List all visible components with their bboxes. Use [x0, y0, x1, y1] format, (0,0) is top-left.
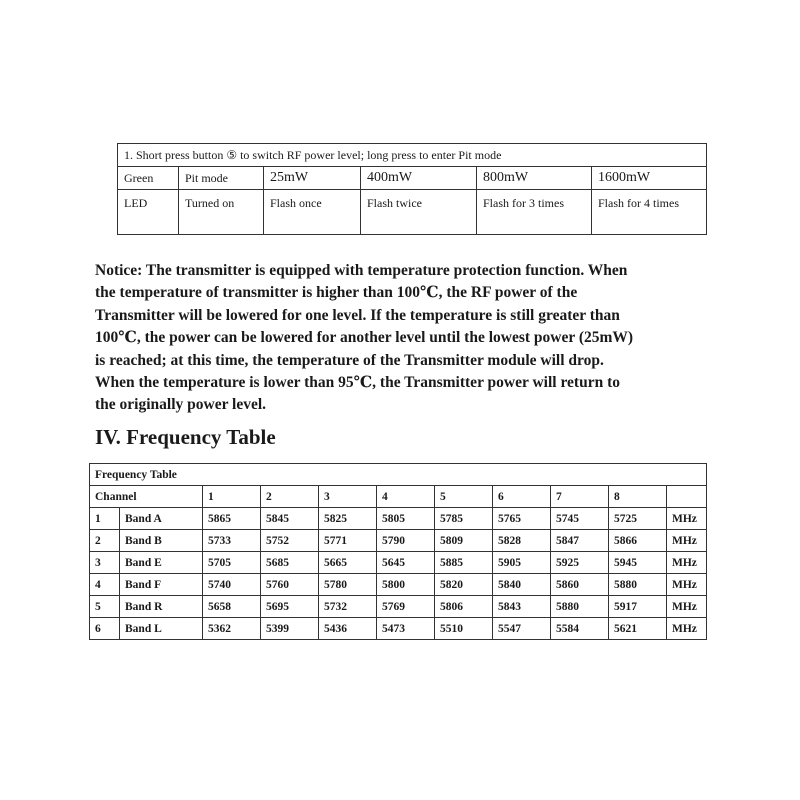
band-number: 5	[90, 596, 120, 618]
band-row	[90, 596, 707, 618]
led-color-cell: Green	[118, 167, 179, 190]
frequency-cell: 5436	[319, 618, 377, 640]
power-1600mw-cell: 1600mW	[592, 167, 707, 190]
channel-number: 2	[261, 486, 319, 508]
notice-line: is reached; at this time, the temperature of the Transmitter module will drop.	[95, 351, 604, 369]
notice-line: Transmitter will be lowered for one level. If the temperature is still greater than	[95, 306, 620, 324]
frequency-cell: 5780	[319, 574, 377, 596]
frequency-cell: 5828	[493, 530, 551, 552]
frequency-cell: 5785	[435, 508, 493, 530]
unit-cell: MHz	[667, 618, 707, 640]
frequency-cell: 5399	[261, 618, 319, 640]
frequency-cell: 5925	[551, 552, 609, 574]
frequency-cell: 5584	[551, 618, 609, 640]
channel-number: 3	[319, 486, 377, 508]
unit-cell: MHz	[667, 596, 707, 618]
frequency-cell: 5809	[435, 530, 493, 552]
frequency-cell: 5806	[435, 596, 493, 618]
power-table-header-row	[118, 144, 707, 167]
channel-number: 4	[377, 486, 435, 508]
unit-cell: MHz	[667, 530, 707, 552]
frequency-cell: 5771	[319, 530, 377, 552]
led-label-cell: LED	[118, 190, 179, 235]
led-state-row	[118, 190, 707, 235]
frequency-cell: 5800	[377, 574, 435, 596]
frequency-cell: 5733	[203, 530, 261, 552]
led-state-25mw-cell: Flash once	[264, 190, 361, 235]
frequency-cell: 5752	[261, 530, 319, 552]
notice-line: 100℃, the power can be lowered for another level until the lowest power (25mW)	[95, 329, 634, 347]
band-name: Band A	[120, 508, 203, 530]
section-title: IV. Frequency Table	[95, 425, 276, 449]
led-state-1600mw-cell: Flash for 4 times	[592, 190, 707, 235]
frequency-cell: 5885	[435, 552, 493, 574]
channel-number: 1	[203, 486, 261, 508]
power-800mw-cell: 800mW	[477, 167, 592, 190]
led-state-800mw-cell: Flash for 3 times	[477, 190, 592, 235]
notice-line: When the temperature is lower than 95℃, the Transmitter power will return to	[95, 374, 620, 392]
frequency-cell: 5658	[203, 596, 261, 618]
band-number: 6	[90, 618, 120, 640]
frequency-cell: 5740	[203, 574, 261, 596]
band-number: 4	[90, 574, 120, 596]
unit-header-cell	[667, 486, 707, 508]
frequency-cell: 5621	[609, 618, 667, 640]
unit-cell: MHz	[667, 574, 707, 596]
channel-number: 5	[435, 486, 493, 508]
frequency-cell: 5905	[493, 552, 551, 574]
frequency-cell: 5880	[551, 596, 609, 618]
frequency-cell: 5510	[435, 618, 493, 640]
power-level-row	[118, 167, 707, 190]
power-25mw-cell: 25mW	[264, 167, 361, 190]
frequency-cell: 5732	[319, 596, 377, 618]
frequency-cell: 5843	[493, 596, 551, 618]
band-row	[90, 574, 707, 596]
band-row	[90, 552, 707, 574]
led-power-table	[117, 143, 707, 235]
frequency-cell: 5790	[377, 530, 435, 552]
unit-cell: MHz	[667, 552, 707, 574]
frequency-table	[89, 463, 707, 640]
led-state-pit-cell: Turned on	[179, 190, 264, 235]
band-number: 1	[90, 508, 120, 530]
frequency-cell: 5865	[203, 508, 261, 530]
frequency-cell: 5695	[261, 596, 319, 618]
frequency-cell: 5362	[203, 618, 261, 640]
freq-table-caption: Frequency Table	[90, 464, 707, 486]
frequency-cell: 5860	[551, 574, 609, 596]
frequency-cell: 5725	[609, 508, 667, 530]
channel-number: 7	[551, 486, 609, 508]
frequency-cell: 5845	[261, 508, 319, 530]
channel-label: Channel	[90, 486, 203, 508]
band-name: Band E	[120, 552, 203, 574]
frequency-cell: 5547	[493, 618, 551, 640]
band-name: Band B	[120, 530, 203, 552]
frequency-cell: 5645	[377, 552, 435, 574]
frequency-cell: 5880	[609, 574, 667, 596]
channel-number: 8	[609, 486, 667, 508]
frequency-cell: 5705	[203, 552, 261, 574]
freq-caption-row	[90, 464, 707, 486]
notice-line: Notice: The transmitter is equipped with temperature protection function. When	[95, 262, 628, 279]
pit-mode-cell: Pit mode	[179, 167, 264, 190]
band-name: Band F	[120, 574, 203, 596]
channel-header-row	[90, 486, 707, 508]
band-row	[90, 618, 707, 640]
frequency-cell: 5769	[377, 596, 435, 618]
frequency-cell: 5805	[377, 508, 435, 530]
band-name: Band R	[120, 596, 203, 618]
frequency-cell: 5866	[609, 530, 667, 552]
frequency-cell: 5765	[493, 508, 551, 530]
frequency-cell: 5917	[609, 596, 667, 618]
band-row	[90, 508, 707, 530]
temperature-notice	[95, 260, 710, 417]
frequency-cell: 5745	[551, 508, 609, 530]
frequency-cell: 5840	[493, 574, 551, 596]
notice-line: the originally power level.	[95, 396, 267, 414]
channel-number: 6	[493, 486, 551, 508]
frequency-cell: 5825	[319, 508, 377, 530]
led-state-400mw-cell: Flash twice	[361, 190, 477, 235]
power-400mw-cell: 400mW	[361, 167, 477, 190]
band-number: 2	[90, 530, 120, 552]
frequency-cell: 5473	[377, 618, 435, 640]
band-name: Band L	[120, 618, 203, 640]
power-table-header: 1. Short press button ⑤ to switch RF power level; long press to enter Pit mode	[118, 144, 707, 167]
band-row	[90, 530, 707, 552]
frequency-cell: 5945	[609, 552, 667, 574]
frequency-cell: 5760	[261, 574, 319, 596]
notice-line: the temperature of transmitter is higher than 100℃, the RF power of the	[95, 284, 578, 302]
frequency-cell: 5685	[261, 552, 319, 574]
frequency-cell: 5820	[435, 574, 493, 596]
band-number: 3	[90, 552, 120, 574]
unit-cell: MHz	[667, 508, 707, 530]
frequency-cell: 5665	[319, 552, 377, 574]
frequency-cell: 5847	[551, 530, 609, 552]
